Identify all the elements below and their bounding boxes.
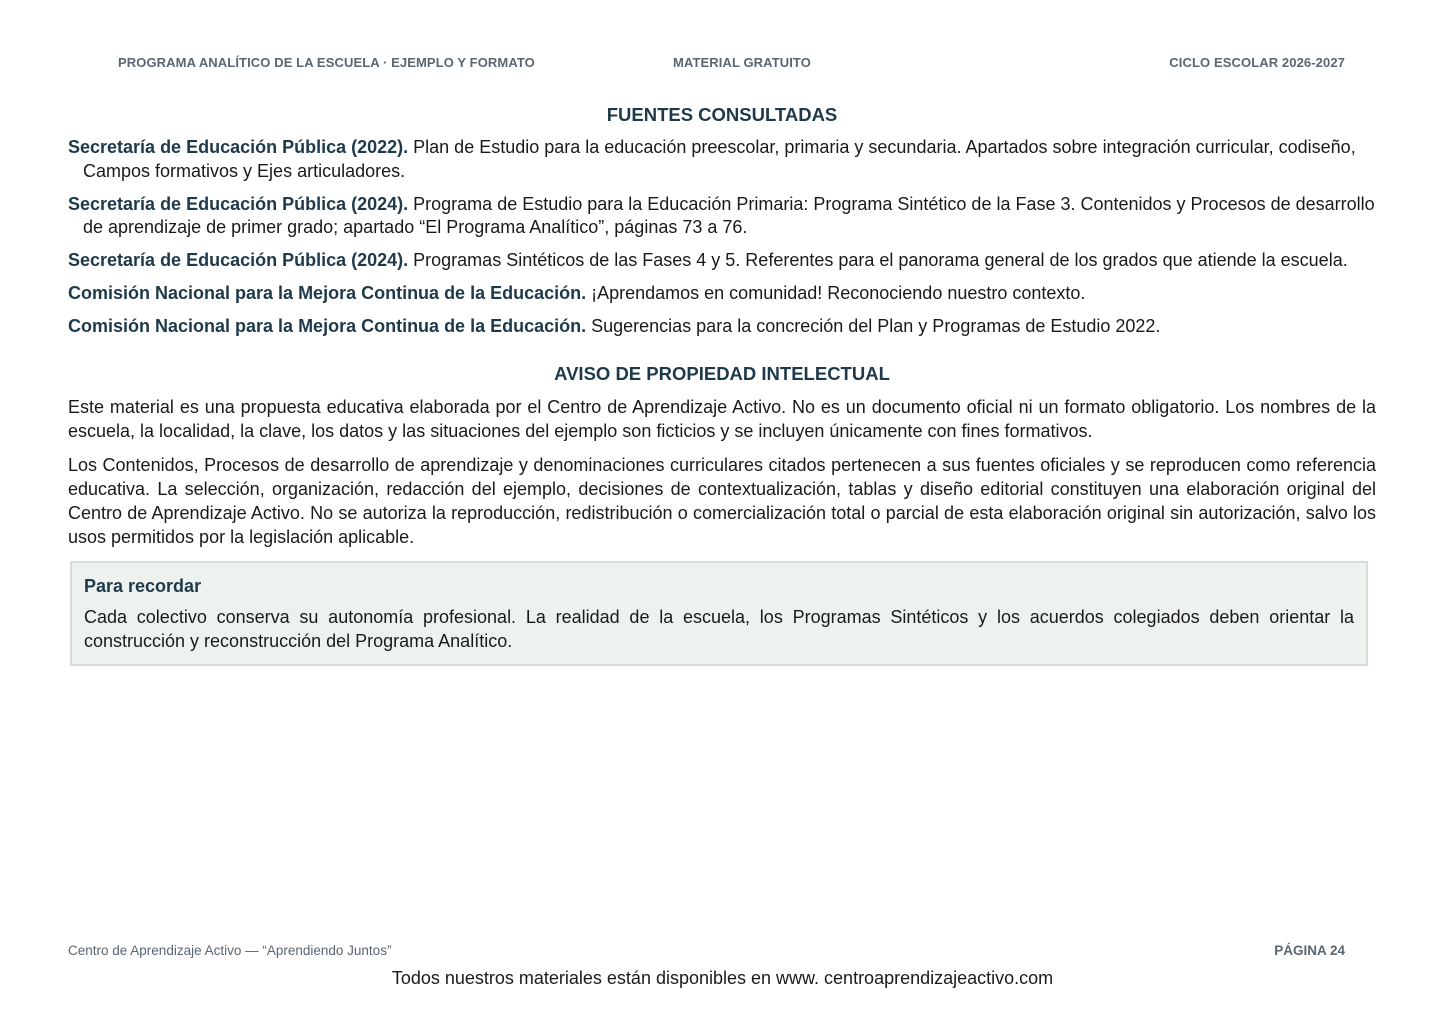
source-author: Secretaría de Educación Pública (2024).: [68, 250, 409, 270]
notice-paragraph: Los Contenidos, Procesos de desarrollo de aprendizaje y denominaciones curriculares citados pertenecen a sus fuentes oficiales y se reproducen como referencia educativa. La selección, organización, redacción del ejemplo, decisiones de contextualización, tablas y diseño editorial constituyen una elaboración original del Centro de Aprendizaje Activo. No se autoriza la reproducción, redistribución o comercialización total o parcial de esta elaboración original sin autorización, salvo los usos permitidos por la legislación aplicable.: [68, 454, 1376, 547]
sources-title: FUENTES CONSULTADAS: [606, 104, 838, 125]
footer-website-note: Todos nuestros materiales están disponibles en www. centroaprendizajeactivo.com: [391, 968, 1054, 988]
notice-title: AVISO DE PROPIEDAD INTELECTUAL: [554, 362, 890, 384]
page-content: [68, 102, 1376, 666]
footer-organization: Centro de Aprendizaje Activo — “Aprendiendo Juntos”: [68, 943, 392, 958]
source-author: Secretaría de Educación Pública (2024).: [68, 193, 409, 214]
reminder-text: Cada colectivo conserva su autonomía profesional. La realidad de la escuela, los Programas Sintéticos y los acuerdos colegiados deben orientar la construcción y reconstrucción del Programa Analítico.: [84, 606, 1354, 651]
header-free-material: MATERIAL GRATUITO: [673, 55, 811, 70]
source-author: Secretaría de Educación Pública (2022).: [68, 137, 409, 157]
header-school-year: CICLO ESCOLAR 2026-2027: [1169, 55, 1345, 70]
notice-body: [68, 395, 1376, 549]
source-text: Programa de Estudio para la Educación Primaria: Programa Sintético de la Fase 3. Contenidos y Procesos de desarrollo de aprendizaje de primer grado; apartado “El Programa Analítico”, páginas 73 a 76.: [83, 193, 1375, 237]
source-item: [68, 193, 1376, 240]
source-item: [68, 282, 1376, 306]
page-number: PÁGINA 24: [1274, 943, 1345, 958]
header-document-title: PROGRAMA ANALÍTICO DE LA ESCUELA · EJEMPLO Y FORMATO: [118, 55, 535, 70]
reminder-box: [70, 561, 1368, 666]
source-text: Programas Sintéticos de las Fases 4 y 5. Referentes para el panorama general de los grados que atiende la escuela.: [408, 250, 1348, 270]
source-text: Sugerencias para la concreción del Plan y Programas de Estudio 2022.: [586, 316, 1161, 336]
notice-paragraph: Este material es una propuesta educativa elaborada por el Centro de Aprendizaje Activo. No es un documento oficial ni un formato obligatorio. Los nombres de la escuela, la localidad, la clave, los datos y las situaciones del ejemplo son ficticios y se incluyen únicamente con fines formativos.: [68, 396, 1376, 441]
reminder-title: Para recordar: [84, 575, 202, 596]
sources-list: [68, 136, 1376, 339]
source-item: [68, 136, 1376, 183]
source-author: Comisión Nacional para la Mejora Continua de la Educación.: [68, 316, 587, 336]
source-text: ¡Aprendamos en comunidad! Reconociendo nuestro contexto.: [586, 283, 1086, 303]
source-author: Comisión Nacional para la Mejora Continua de la Educación.: [68, 283, 587, 303]
source-item: [68, 249, 1376, 273]
page-header: [0, 55, 1445, 73]
source-item: [68, 315, 1376, 339]
source-text: Plan de Estudio para la educación preescolar, primaria y secundaria. Apartados sobre integración curricular, codiseño, Campos formativos y Ejes articuladores.: [83, 137, 1356, 181]
